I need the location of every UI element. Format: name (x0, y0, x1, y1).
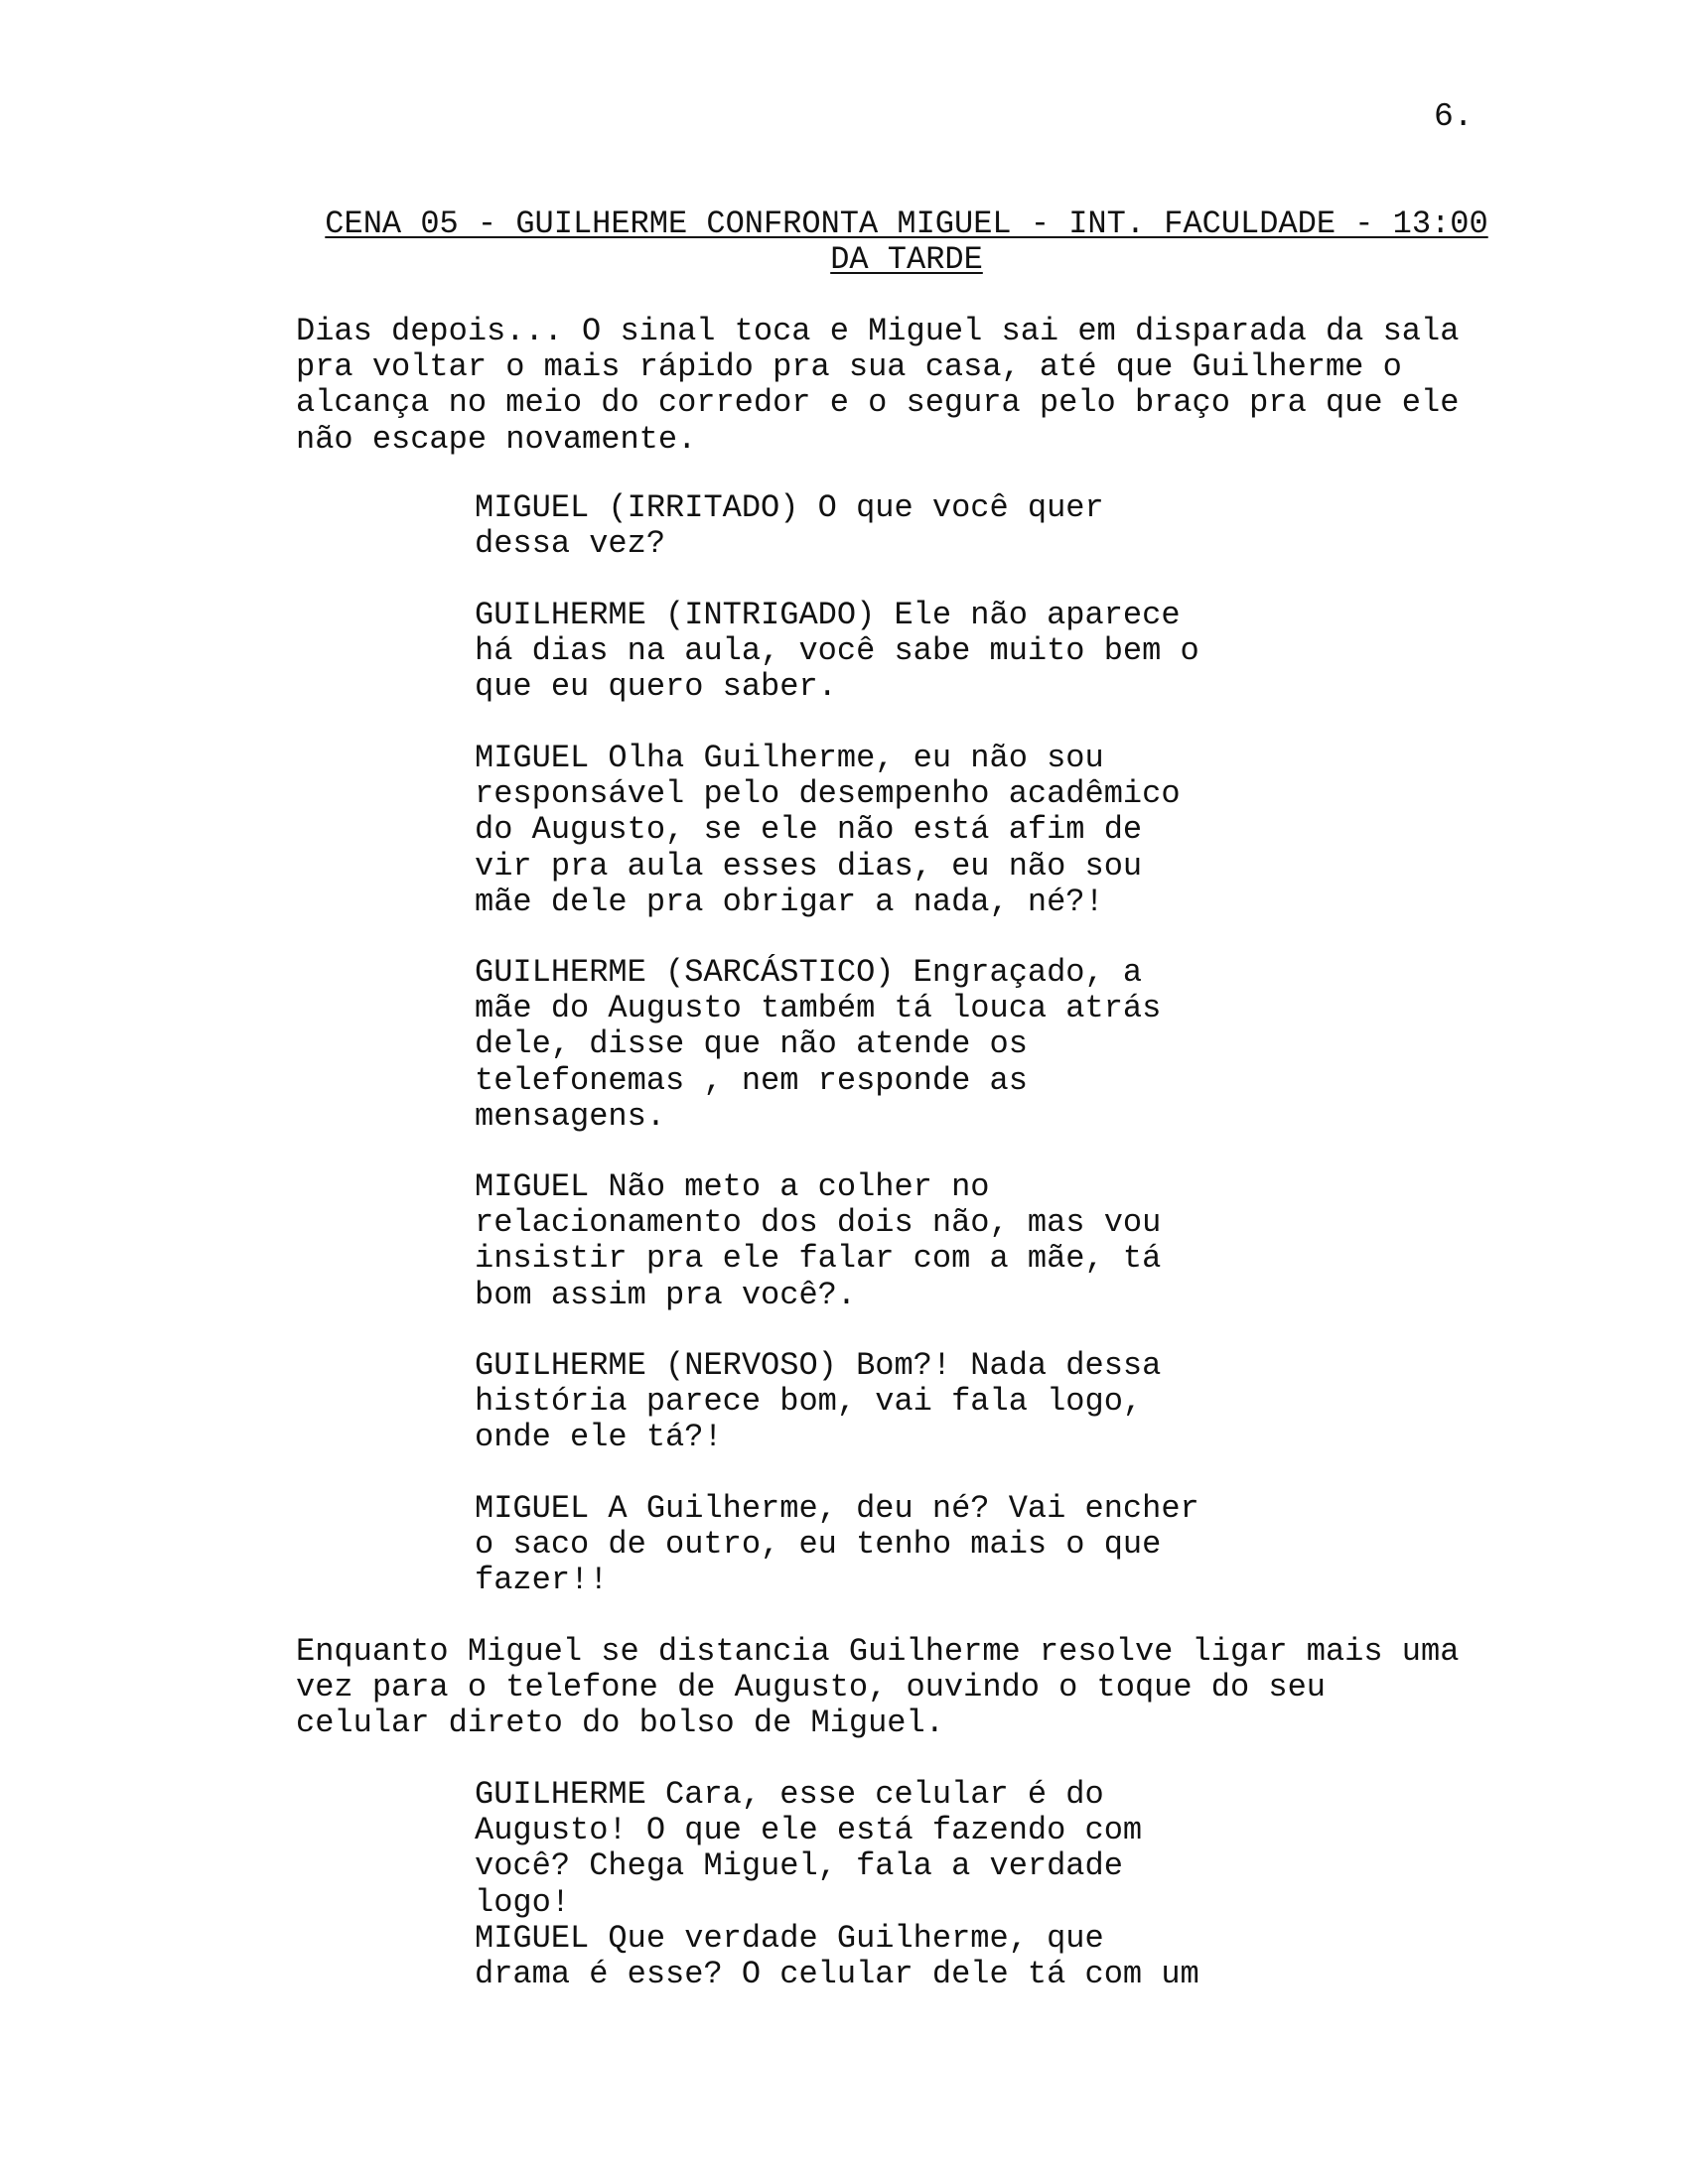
dialogue-block: MIGUEL Olha Guilherme, eu não sou responsável pelo desempenho acadêmico do Augusto, se ele não está afim de vir pra aula esses dias, eu não sou mãe dele pra obrigar a nada, né?! (475, 740, 1181, 920)
action-paragraph: Dias depois... O sinal toca e Miguel sai em disparada da sala pra voltar o mais rápido pra sua casa, até que Guilherme o alcança no meio do corredor e o segura pelo braço pra que ele não escape novamente. (296, 313, 1460, 458)
scene-heading-line-1: CENA 05 - GUILHERME CONFRONTA MIGUEL - INT. FACULDADE - 13:00 (325, 205, 1488, 242)
dialogue-block: MIGUEL Não meto a colher no relacionamento dos dois não, mas vou insistir pra ele falar com a mãe, tá bom assim pra você?. (475, 1168, 1162, 1313)
dialogue-block: MIGUEL A Guilherme, deu né? Vai encher o saco de outro, eu tenho mais o que fazer!! (475, 1490, 1199, 1599)
scene-heading (296, 206, 1517, 278)
dialogue-block: MIGUEL (IRRITADO) O que você quer dessa vez? (475, 489, 1104, 563)
dialogue-block: GUILHERME (INTRIGADO) Ele não aparece há dias na aula, você sabe muito bem o que eu quero saber. (475, 597, 1199, 706)
scene-heading-line-2: DA TARDE (830, 241, 983, 278)
page-number: 6. (1434, 98, 1474, 135)
dialogue-block: GUILHERME Cara, esse celular é do Augusto! O que ele está fazendo com você? Chega Miguel, fala a verdade logo! MIGUEL Que verdade Guilherme, que drama é esse? O celular dele tá com um (475, 1776, 1199, 1993)
dialogue-block: GUILHERME (NERVOSO) Bom?! Nada dessa história parece bom, vai fala logo, onde ele tá?! (475, 1347, 1162, 1456)
dialogue-block: GUILHERME (SARCÁSTICO) Engraçado, a mãe do Augusto também tá louca atrás dele, disse que não atende os telefonemas , nem responde as mensagens. (475, 954, 1162, 1135)
action-paragraph: Enquanto Miguel se distancia Guilherme resolve ligar mais uma vez para o telefone de Augusto, ouvindo o toque do seu celular direto do bolso de Miguel. (296, 1633, 1460, 1742)
